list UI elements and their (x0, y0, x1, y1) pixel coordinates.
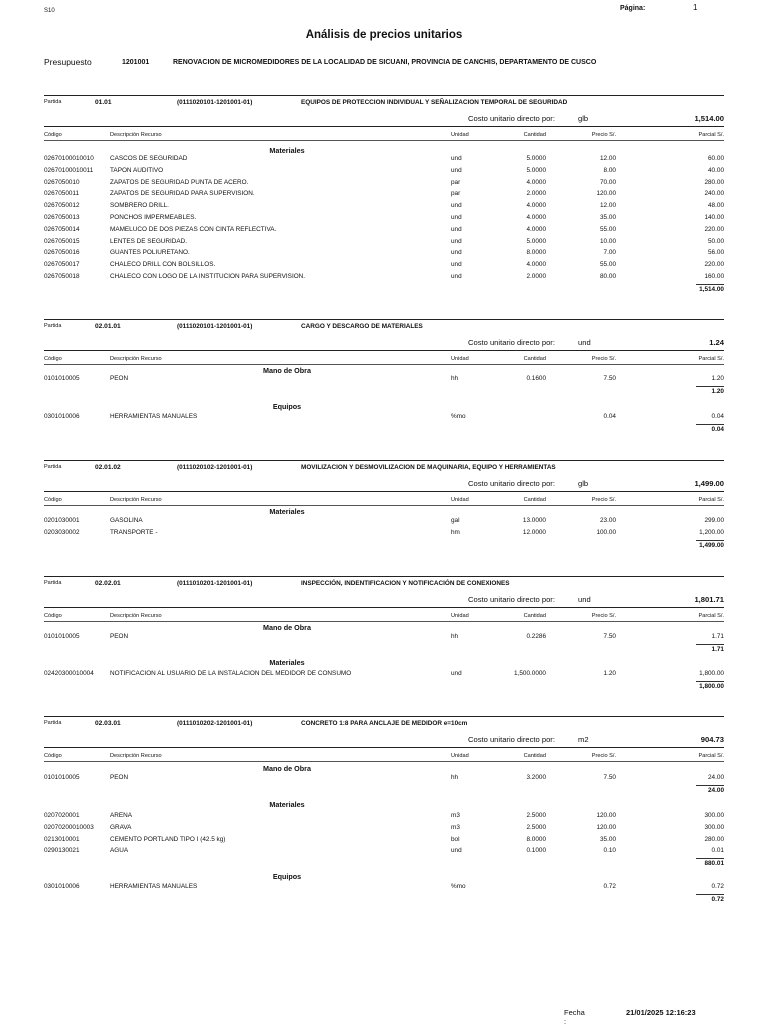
resource-parcial: 1,200.00 (699, 528, 724, 536)
resource-parcial: 140.00 (704, 214, 724, 221)
resource-code: 0267050015 (44, 237, 80, 245)
resource-quantity: 0.1600 (526, 375, 546, 382)
table-row (44, 167, 724, 178)
resource-code: 02670100010010 (44, 155, 94, 162)
resource-price: 1.20 (603, 670, 616, 677)
section-divider (44, 576, 724, 577)
resource-price: 7.50 (603, 375, 616, 382)
group-subtotal: 1.20 (696, 386, 724, 395)
resource-quantity: 4.0000 (526, 178, 546, 186)
resource-parcial: 1.71 (711, 633, 724, 640)
resource-unit: m3 (451, 823, 460, 831)
resource-parcial: 0.72 (711, 883, 724, 890)
resource-parcial: 56.00 (708, 249, 724, 257)
page-label: Página: (620, 5, 646, 12)
resource-price: 35.00 (600, 214, 616, 221)
resource-quantity: 12.0000 (522, 528, 546, 536)
resource-price: 70.00 (600, 178, 616, 186)
resource-unit: %mo (451, 883, 466, 890)
resource-description: HERRAMIENTAS MANUALES (110, 413, 198, 420)
resource-unit: hh (451, 375, 459, 382)
table-row (44, 179, 724, 190)
resource-unit: par (451, 190, 461, 198)
table-row (44, 847, 724, 858)
resource-parcial: 300.00 (704, 823, 724, 831)
column-header-parcial: Parcial S/. (698, 356, 724, 362)
column-header-precio: Precio S/. (591, 132, 616, 138)
resource-price: 7.00 (603, 249, 616, 257)
resource-description: NOTIFICACION AL USUARIO DE LA INSTALACION DEL MEDIDOR DE CONSUMO (110, 670, 352, 677)
resource-quantity: 4.0000 (526, 261, 546, 269)
page-number: 1 (693, 3, 698, 12)
table-row (44, 883, 724, 894)
resource-unit: und (451, 237, 462, 245)
resource-price: 8.00 (603, 166, 616, 174)
partida-block (44, 576, 724, 696)
resource-parcial: 220.00 (704, 261, 724, 269)
resource-parcial: 160.00 (704, 273, 724, 280)
table-row (44, 812, 724, 823)
table-row (44, 413, 724, 424)
group-title: Materiales (269, 507, 305, 516)
partida-label: Partida (44, 99, 62, 105)
resource-code: 0301010006 (44, 413, 80, 420)
resource-parcial: 40.00 (708, 166, 724, 174)
resource-quantity: 3.2000 (526, 774, 546, 781)
table-row (44, 238, 724, 249)
resource-price: 120.00 (596, 190, 616, 198)
resource-parcial: 300.00 (704, 812, 724, 819)
resource-code: 0207020001 (44, 812, 80, 819)
resource-code: 0201030001 (44, 517, 80, 524)
resource-unit: und (451, 166, 462, 174)
costo-value: 904.73 (700, 735, 724, 744)
resource-price: 55.00 (600, 225, 616, 233)
resource-price: 35.00 (600, 835, 616, 843)
resource-quantity: 2.0000 (526, 273, 546, 280)
table-row (44, 155, 724, 166)
resource-code: 0267050017 (44, 261, 80, 269)
resource-unit: und (451, 202, 462, 210)
resource-code: 0101010005 (44, 375, 80, 382)
resource-description: GUANTES POLIURETANO. (110, 249, 190, 257)
partida-label: Partida (44, 720, 62, 726)
column-header-unidad: Unidad (451, 132, 469, 138)
resource-description: SOMBRERO DRILL. (110, 202, 169, 210)
column-header-parcial: Parcial S/. (698, 753, 724, 759)
resource-parcial: 24.00 (708, 774, 724, 781)
partida-id: (0111020102-1201001-01) (177, 464, 253, 471)
table-row (44, 214, 724, 225)
table-row (44, 190, 724, 201)
resource-unit: und (451, 847, 462, 855)
fecha-label: Fecha : (564, 1008, 585, 1026)
table-row (44, 249, 724, 260)
presupuesto-label: Presupuesto (44, 57, 92, 67)
column-header-precio: Precio S/. (591, 497, 616, 503)
resource-unit: hh (451, 633, 459, 640)
column-header-codigo: Código (44, 613, 62, 619)
column-header-unidad: Unidad (451, 356, 469, 362)
resource-unit: bol (451, 835, 460, 843)
resource-quantity: 2.0000 (526, 190, 546, 198)
table-row (44, 202, 724, 213)
resource-parcial: 280.00 (704, 835, 724, 843)
resource-description: TAPON AUDITIVO (110, 166, 164, 174)
column-header-divider (44, 621, 724, 622)
column-header-cantidad: Cantidad (523, 613, 546, 619)
resource-unit: gal (451, 517, 460, 524)
resource-quantity: 0.2286 (526, 633, 546, 640)
resource-parcial: 50.00 (708, 237, 724, 245)
group-subtotal: 0.72 (696, 894, 724, 903)
resource-parcial: 0.01 (711, 847, 724, 855)
presupuesto-row (44, 57, 724, 71)
presupuesto-description: RENOVACION DE MICROMEDIDORES DE LA LOCALIDAD DE SICUANI, PROVINCIA DE CANCHIS, DEPARTAMENTO DE CUSCO (173, 59, 597, 66)
group-title: Equipos (272, 872, 302, 881)
resource-code: 0267050018 (44, 273, 80, 280)
partida-id: (0111020101-1201001-01) (177, 323, 253, 330)
resource-price: 7.50 (603, 774, 616, 781)
resource-description: MAMELUCO DE DOS PIEZAS CON CINTA REFLECTIVA. (110, 225, 277, 233)
resource-quantity: 5.0000 (526, 166, 546, 174)
costo-value: 1,514.00 (694, 114, 724, 123)
resource-price: 120.00 (596, 812, 616, 819)
column-header-cantidad: Cantidad (523, 132, 546, 138)
column-header-divider (44, 505, 724, 506)
partida-code: 02.01.02 (95, 464, 121, 471)
column-header-precio: Precio S/. (591, 613, 616, 619)
group-title: Equipos (272, 402, 302, 411)
resource-parcial: 1.20 (711, 375, 724, 382)
costo-unit: und (578, 338, 591, 347)
resource-parcial: 48.00 (708, 202, 724, 210)
column-header-unidad: Unidad (451, 613, 469, 619)
resource-quantity: 2.5000 (526, 812, 546, 819)
column-header-descripcion: Descripción Recurso (110, 132, 162, 138)
resource-price: 100.00 (596, 528, 616, 536)
column-header-cantidad: Cantidad (523, 497, 546, 503)
resource-unit: und (451, 273, 462, 280)
resource-code: 0203030002 (44, 528, 80, 536)
resource-description: GASOLINA (110, 517, 143, 524)
column-header-codigo: Código (44, 356, 62, 362)
partida-code: 02.03.01 (95, 720, 121, 727)
resource-quantity: 2.5000 (526, 823, 546, 831)
header-divider (44, 747, 724, 748)
column-header-unidad: Unidad (451, 753, 469, 759)
partida-id: (0111020101-1201001-01) (177, 99, 253, 106)
column-header-descripcion: Descripción Recurso (110, 497, 162, 503)
table-row (44, 517, 724, 528)
resource-price: 0.72 (603, 883, 616, 890)
resource-code: 02670100010011 (44, 166, 94, 174)
partida-code: 02.02.01 (95, 580, 121, 587)
header-divider (44, 607, 724, 608)
costo-unit: m2 (578, 735, 589, 744)
group-title: Mano de Obra (263, 764, 311, 773)
partida-description: EQUIPOS DE PROTECCION INDIVIDUAL Y SEÑALIZACION TEMPORAL DE SEGURIDAD (301, 99, 568, 106)
column-header-divider (44, 761, 724, 762)
resource-description: PEON (110, 375, 129, 382)
group-title: Mano de Obra (263, 623, 311, 632)
resource-parcial: 240.00 (704, 190, 724, 198)
resource-price: 55.00 (600, 261, 616, 269)
partida-id: (0111010201-1201001-01) (177, 580, 253, 587)
resource-description: CASCOS DE SEGURIDAD (110, 155, 188, 162)
resource-parcial: 280.00 (704, 178, 724, 186)
resource-quantity: 1,500.0000 (514, 670, 546, 677)
partida-block (44, 95, 724, 300)
partida-description: CONCRETO 1:8 PARA ANCLAJE DE MEDIDOR e=10cm (301, 720, 468, 727)
section-divider (44, 319, 724, 320)
group-title: Materiales (269, 658, 305, 667)
resource-description: PONCHOS IMPERMEABLES. (110, 214, 197, 221)
header-divider (44, 126, 724, 127)
costo-unitario-label: Costo unitario directo por: (468, 114, 555, 123)
resource-description: TRANSPORTE - (110, 528, 158, 536)
resource-parcial: 220.00 (704, 225, 724, 233)
table-row (44, 261, 724, 272)
partida-label: Partida (44, 580, 62, 586)
group-subtotal: 880.01 (696, 858, 724, 867)
table-row (44, 836, 724, 847)
presupuesto-code: 1201001 (122, 59, 150, 66)
partida-block (44, 460, 724, 555)
resource-unit: und (451, 225, 462, 233)
resource-parcial: 1,800.00 (699, 670, 724, 677)
costo-unit: glb (578, 479, 589, 488)
document-title: Análisis de precios unitarios (305, 29, 463, 41)
group-subtotal: 1.71 (696, 644, 724, 653)
table-row (44, 529, 724, 540)
resource-quantity: 4.0000 (526, 214, 546, 221)
resource-code: 0267050011 (44, 190, 80, 198)
partida-block (44, 319, 724, 439)
resource-code: 0267050010 (44, 178, 80, 186)
section-divider (44, 95, 724, 96)
costo-unitario-label: Costo unitario directo por: (468, 595, 555, 604)
group-subtotal: 0.04 (696, 424, 724, 433)
partida-description: MOVILIZACION Y DESMOVILIZACION DE MAQUINARIA, EQUIPO Y HERRAMIENTAS (301, 464, 556, 471)
group-subtotal: 1,514.00 (696, 284, 724, 293)
resource-code: 0101010005 (44, 774, 80, 781)
resource-code: 0267050014 (44, 225, 80, 233)
resource-price: 0.04 (603, 413, 616, 420)
column-header-descripcion: Descripción Recurso (110, 613, 162, 619)
resource-description: GRAVA (110, 823, 132, 831)
resource-quantity: 5.0000 (526, 237, 546, 245)
group-subtotal: 24.00 (696, 785, 724, 794)
resource-unit: und (451, 670, 462, 677)
column-header-parcial: Parcial S/. (698, 132, 724, 138)
header-divider (44, 350, 724, 351)
resource-description: AGUA (110, 847, 129, 855)
resource-unit: und (451, 261, 462, 269)
resource-code: 0301010006 (44, 883, 80, 890)
column-header-unidad: Unidad (451, 497, 469, 503)
table-row (44, 375, 724, 386)
group-title: Materiales (269, 800, 305, 809)
resource-unit: %mo (451, 413, 466, 420)
resource-quantity: 4.0000 (526, 225, 546, 233)
resource-price: 0.10 (603, 847, 616, 855)
table-row (44, 633, 724, 644)
costo-unitario-label: Costo unitario directo por: (468, 479, 555, 488)
partida-label: Partida (44, 464, 62, 470)
partida-code: 01.01 (95, 99, 112, 106)
table-row (44, 774, 724, 785)
column-header-cantidad: Cantidad (523, 753, 546, 759)
resource-price: 10.00 (600, 237, 616, 245)
column-header-descripcion: Descripción Recurso (110, 356, 162, 362)
partida-description: CARGO Y DESCARGO DE MATERIALES (301, 323, 423, 330)
resource-description: ZAPATOS DE SEGURIDAD PUNTA DE ACERO. (110, 178, 249, 186)
resource-code: 0267050013 (44, 214, 80, 221)
section-divider (44, 716, 724, 717)
resource-code: 0290130021 (44, 847, 80, 855)
resource-price: 23.00 (600, 517, 616, 524)
resource-description: LENTES DE SEGURIDAD. (110, 237, 188, 245)
resource-code: 0267050012 (44, 202, 80, 210)
resource-quantity: 8.0000 (526, 249, 546, 257)
costo-unit: glb (578, 114, 589, 123)
costo-unitario-label: Costo unitario directo por: (468, 338, 555, 347)
partida-description: INSPECCIÓN, INDENTIFICACION Y NOTIFICACIÓN DE CONEXIONES (301, 580, 510, 587)
resource-description: CHALECO DRILL CON BOLSILLOS. (110, 261, 216, 269)
group-subtotal: 1,800.00 (696, 681, 724, 690)
resource-unit: hh (451, 774, 459, 781)
resource-unit: und (451, 214, 462, 221)
resource-parcial: 0.04 (711, 413, 724, 420)
costo-value: 1,499.00 (694, 479, 724, 488)
resource-code: 02070200010003 (44, 823, 94, 831)
resource-price: 7.50 (603, 633, 616, 640)
partida-id: (0111010202-1201001-01) (177, 720, 253, 727)
costo-value: 1.24 (709, 338, 724, 347)
column-header-descripcion: Descripción Recurso (110, 753, 162, 759)
resource-price: 80.00 (600, 273, 616, 280)
partida-label: Partida (44, 323, 62, 329)
column-header-precio: Precio S/. (591, 356, 616, 362)
resource-quantity: 13.0000 (522, 517, 546, 524)
software-code: S10 (44, 8, 55, 14)
resource-unit: hm (451, 528, 460, 536)
resource-quantity: 5.0000 (526, 155, 546, 162)
resource-code: 02420300010004 (44, 670, 94, 677)
table-row (44, 273, 724, 284)
resource-quantity: 4.0000 (526, 202, 546, 210)
resource-unit: und (451, 155, 462, 162)
table-row (44, 670, 724, 681)
resource-code: 0267050016 (44, 249, 80, 257)
resource-unit: m3 (451, 812, 460, 819)
partida-block (44, 716, 724, 916)
resource-description: HERRAMIENTAS MANUALES (110, 883, 198, 890)
resource-parcial: 299.00 (704, 517, 724, 524)
column-header-codigo: Código (44, 753, 62, 759)
costo-unitario-label: Costo unitario directo por: (468, 735, 555, 744)
resource-description: CEMENTO PORTLAND TIPO I (42.5 kg) (110, 835, 226, 843)
resource-description: PEON (110, 774, 129, 781)
resource-price: 12.00 (600, 202, 616, 210)
resource-description: ZAPATOS DE SEGURIDAD PARA SUPERVISION. (110, 190, 255, 198)
costo-unit: und (578, 595, 591, 604)
column-header-cantidad: Cantidad (523, 356, 546, 362)
resource-code: 0213010001 (44, 835, 80, 843)
column-header-divider (44, 364, 724, 365)
resource-code: 0101010005 (44, 633, 80, 640)
column-header-parcial: Parcial S/. (698, 497, 724, 503)
resource-quantity: 0.1000 (526, 847, 546, 855)
column-header-codigo: Código (44, 132, 62, 138)
column-header-divider (44, 140, 724, 141)
section-divider (44, 460, 724, 461)
resource-description: PEON (110, 633, 129, 640)
resource-description: ARENA (110, 812, 133, 819)
column-header-codigo: Código (44, 497, 62, 503)
table-row (44, 226, 724, 237)
group-title: Mano de Obra (263, 366, 311, 375)
costo-value: 1,801.71 (694, 595, 724, 604)
table-row (44, 824, 724, 835)
resource-price: 12.00 (600, 155, 616, 162)
resource-quantity: 8.0000 (526, 835, 546, 843)
resource-unit: und (451, 249, 462, 257)
resource-description: CHALECO CON LOGO DE LA INSTITUCION PARA SUPERVISION. (110, 273, 306, 280)
group-title: Materiales (269, 146, 305, 155)
partida-code: 02.01.01 (95, 323, 121, 330)
resource-parcial: 60.00 (708, 155, 724, 162)
column-header-precio: Precio S/. (591, 753, 616, 759)
column-header-parcial: Parcial S/. (698, 613, 724, 619)
group-subtotal: 1,499.00 (696, 540, 724, 549)
resource-unit: par (451, 178, 461, 186)
header-divider (44, 491, 724, 492)
fecha-value: 21/01/2025 12:16:23 (626, 1008, 696, 1017)
resource-price: 120.00 (596, 823, 616, 831)
